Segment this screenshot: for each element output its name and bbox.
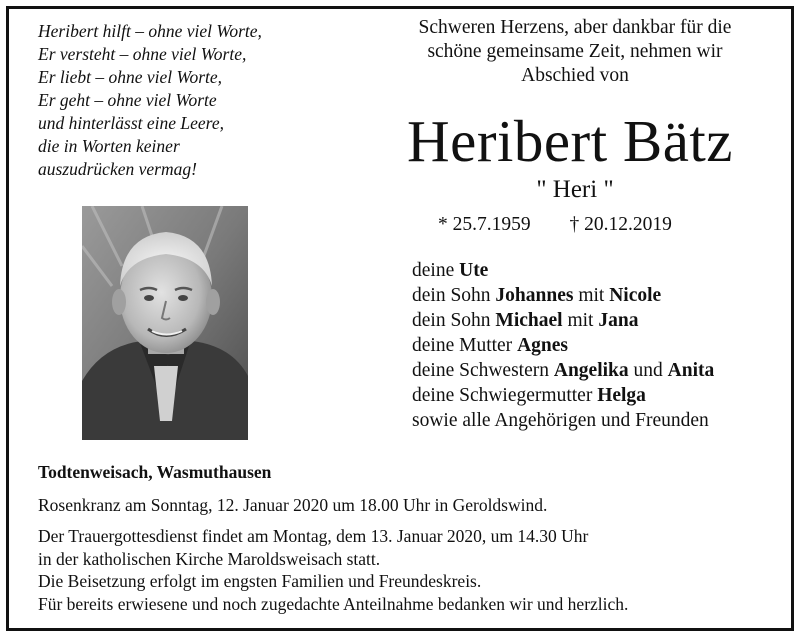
survivor-name: Ute — [459, 260, 489, 281]
service-line: Für bereits erwiesene und noch zugedachte Anteilnahme bedanken wir und herzlich. — [38, 593, 629, 614]
survivor-line — [412, 383, 714, 408]
survivor-relation: sowie alle Angehörigen und Freunden — [412, 410, 709, 431]
place-names: Todtenweisach, Wasmuthausen — [38, 462, 272, 482]
survivor-relation: deine Mutter — [412, 335, 518, 356]
survivor-name: Nicole — [609, 285, 662, 306]
survivors-list — [412, 258, 714, 433]
poem-line: die in Worten keiner — [38, 136, 180, 156]
poem-line: Er versteht – ohne viel Worte, — [38, 44, 247, 64]
survivor-line — [412, 283, 714, 308]
service-line: in der katholischen Kirche Maroldsweisach statt. — [38, 548, 381, 569]
service-line: Der Trauergottesdienst findet am Montag, dem 13. Januar 2020, um 14.30 Uhr — [38, 526, 589, 546]
poem-line: auszudrücken vermag! — [38, 159, 197, 179]
rosary-info: Rosenkranz am Sonntag, 12. Januar 2020 um 18.00 Uhr in Geroldswind. — [38, 495, 548, 515]
poem-line: Er liebt – ohne viel Worte, — [38, 67, 223, 87]
birth-date: * 25.7.1959 — [438, 214, 531, 235]
survivor-name: Agnes — [517, 335, 568, 356]
survivor-line — [412, 358, 714, 383]
survivor-relation: mit — [573, 285, 610, 306]
survivor-name: Michael — [495, 310, 563, 331]
intro-line: Schweren Herzens, aber dankbar für die — [418, 17, 732, 38]
survivor-name: Angelika — [553, 360, 629, 381]
survivor-line — [412, 258, 714, 283]
survivor-relation: mit — [562, 310, 599, 331]
deceased-name: Heribert Bätz — [407, 108, 733, 174]
poem-line: Heribert hilft – ohne viel Worte, — [38, 21, 262, 41]
intro-text — [380, 16, 770, 88]
intro-line: schöne gemeinsame Zeit, nehmen wir — [427, 41, 723, 62]
survivor-line — [412, 408, 714, 433]
service-line: Die Beisetzung erfolgt im engsten Familien und Freundeskreis. — [38, 571, 482, 591]
service-info — [38, 525, 628, 615]
survivor-line — [412, 308, 714, 333]
survivor-name: Jana — [598, 310, 639, 331]
nickname: " Heri " — [536, 176, 614, 203]
survivor-relation: und — [628, 360, 668, 381]
survivor-name: Helga — [597, 385, 646, 406]
poem — [38, 20, 298, 181]
survivor-relation: dein Sohn — [412, 310, 496, 331]
portrait-photo — [82, 206, 248, 440]
survivor-relation: deine Schwestern — [412, 360, 554, 381]
survivor-name: Anita — [667, 360, 715, 381]
survivor-relation: deine — [412, 260, 460, 281]
intro-line: Abschied von — [521, 65, 629, 86]
life-dates — [438, 213, 672, 237]
survivor-name: Johannes — [495, 285, 574, 306]
survivor-relation: deine Schwiegermutter — [412, 385, 598, 406]
poem-line: und hinterlässt eine Leere, — [38, 113, 224, 133]
poem-line: Er geht – ohne viel Worte — [38, 90, 217, 110]
survivor-relation: dein Sohn — [412, 285, 496, 306]
survivor-line — [412, 333, 714, 358]
death-date: † 20.12.2019 — [569, 214, 672, 235]
